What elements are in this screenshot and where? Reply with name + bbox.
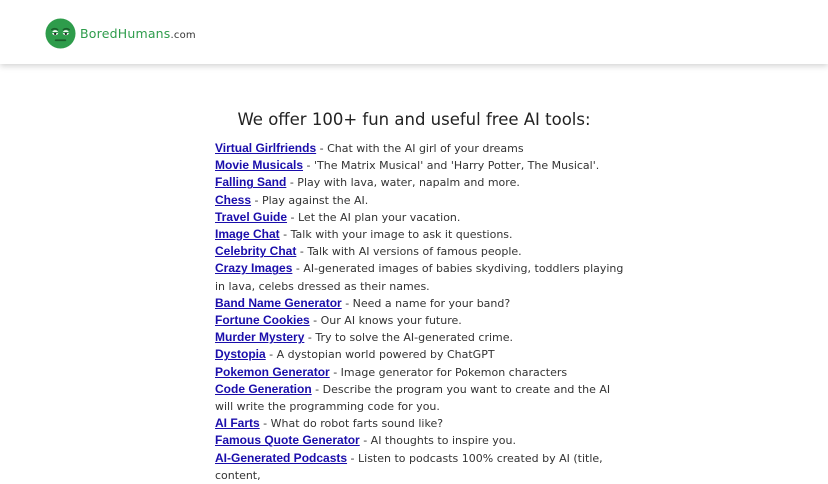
brand-domain: .com	[170, 29, 196, 41]
tool-list-item	[215, 432, 625, 449]
tools-list	[215, 140, 625, 484]
tool-description: - Play with lava, water, napalm and more.	[286, 176, 520, 190]
tool-description: - AI-generated images of babies skydiving, toddlers playing in lava, celebs dressed as their names.	[215, 262, 624, 293]
tool-list-item	[215, 226, 625, 243]
tool-list-item	[215, 140, 625, 157]
tool-link[interactable]: Crazy Images	[215, 261, 293, 276]
tool-description: - Let the AI plan your vacation.	[287, 210, 461, 224]
tool-list-item	[215, 415, 625, 432]
tool-list-item	[215, 157, 625, 174]
brand-name	[80, 26, 196, 41]
tool-description: - AI thoughts to inspire you.	[359, 434, 517, 448]
tool-description: - Chat with the AI girl of your dreams	[316, 142, 524, 155]
tool-description: - A dystopian world powered by ChatGPT	[265, 348, 495, 362]
brand-logo-link[interactable]	[45, 17, 196, 49]
tool-list-item	[215, 243, 625, 260]
page-headline: We offer 100+ fun and useful free AI tools:	[237, 110, 591, 129]
tool-list-item	[215, 174, 625, 191]
tool-link[interactable]: Murder Mystery	[215, 330, 305, 345]
tool-list-item	[215, 209, 625, 226]
brand-name-main: Humans	[117, 25, 171, 41]
tool-link[interactable]: Falling Sand	[215, 175, 287, 190]
tool-list-item	[215, 329, 625, 346]
tool-link[interactable]: AI-Generated Podcasts	[215, 450, 348, 465]
tool-link[interactable]: Pokemon Generator	[215, 364, 330, 379]
tool-link[interactable]: Chess	[215, 192, 252, 207]
tool-link[interactable]: Dystopia	[215, 347, 266, 362]
tool-list-item	[215, 450, 625, 484]
bored-face-icon	[45, 18, 76, 49]
tool-link[interactable]: Movie Musicals	[215, 158, 304, 173]
tool-link[interactable]: Virtual Girlfriends	[215, 141, 317, 155]
tool-link[interactable]: AI Farts	[215, 416, 260, 431]
tool-description: - Listen to podcasts 100% created by AI (title, content,	[215, 451, 603, 482]
tool-list-item	[215, 260, 625, 294]
tool-list-item	[215, 312, 625, 329]
tool-description: - Play against the AI.	[251, 193, 369, 207]
tool-link[interactable]: Fortune Cookies	[215, 313, 310, 328]
tool-list-item	[215, 364, 625, 381]
tool-list-item	[215, 295, 625, 312]
tool-description: - Talk with AI versions of famous people.	[296, 245, 522, 259]
site-header	[0, 0, 828, 64]
tool-list-item	[215, 192, 625, 209]
tool-list-item	[215, 381, 625, 415]
tool-link[interactable]: Code Generation	[215, 381, 312, 396]
tool-link[interactable]: Famous Quote Generator	[215, 433, 360, 448]
tool-description: - 'The Matrix Musical' and 'Harry Potter, The Musical'.	[303, 159, 600, 173]
tool-description: - Need a name for your band?	[341, 296, 511, 310]
tool-description: - What do robot farts sound like?	[259, 417, 444, 431]
tool-link[interactable]: Travel Guide	[215, 209, 288, 224]
tool-description: - Talk with your image to ask it questions.	[279, 228, 513, 242]
tool-list-item	[215, 346, 625, 363]
tool-link[interactable]: Celebrity Chat	[215, 244, 297, 259]
tool-link[interactable]: Band Name Generator	[215, 295, 342, 310]
main-content	[0, 64, 828, 484]
tool-link[interactable]: Image Chat	[215, 227, 280, 242]
tool-description: - Image generator for Pokemon characters	[329, 365, 568, 379]
tool-description: - Our AI knows your future.	[309, 314, 462, 328]
tool-description: - Try to solve the AI-generated crime.	[304, 331, 514, 345]
brand-name-prefix: Bored	[80, 25, 118, 41]
tool-description: - Describe the program you want to create and the AI will write the programming code for you.	[215, 382, 611, 414]
